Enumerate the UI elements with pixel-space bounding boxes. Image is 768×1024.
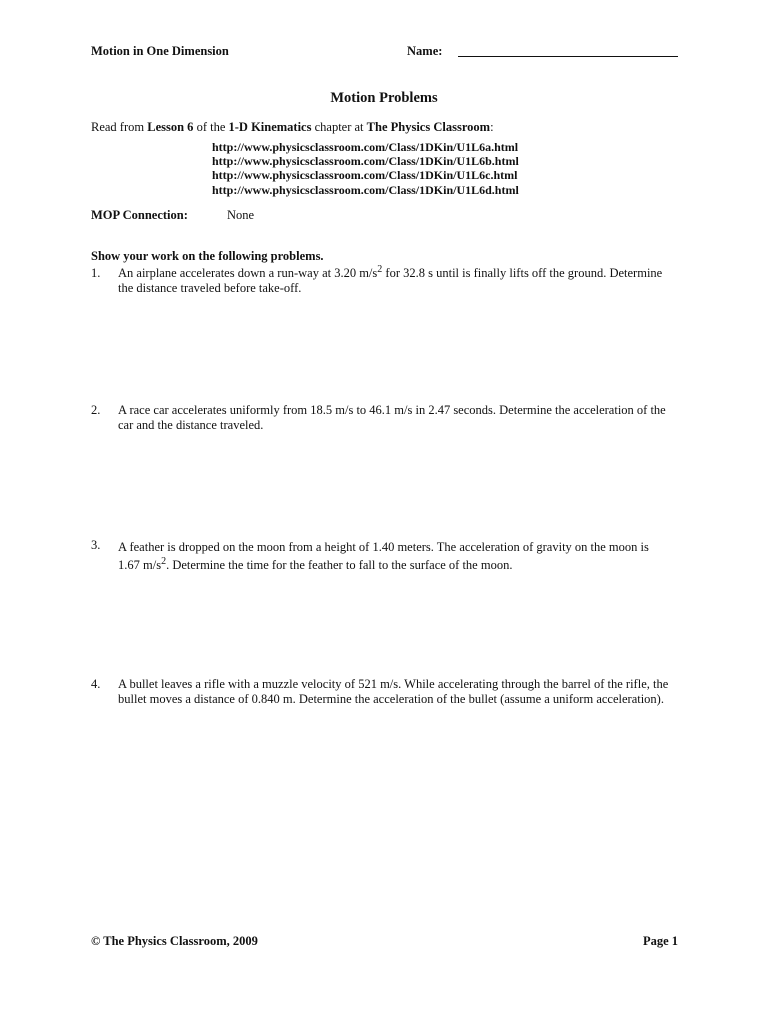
page-number: Page 1 (642, 934, 678, 948)
problem-number: 1. (91, 266, 101, 280)
lesson-name: Lesson 6 (147, 120, 194, 134)
problem-text-part: An airplane accelerates down a run-way at 3.20 m/s (118, 266, 378, 280)
problem-3 (91, 538, 671, 574)
reading-instruction (91, 120, 494, 135)
problem-4 (91, 677, 671, 706)
problem-text (118, 266, 671, 295)
problem-text (118, 538, 671, 574)
name-blank-line[interactable] (458, 56, 678, 57)
mop-connection-label: MOP Connection: (91, 208, 188, 222)
problem-number: 3. (91, 538, 101, 552)
lesson-link[interactable]: http://www.physicsclassroom.com/Class/1DKin/U1L6c.html (212, 168, 518, 183)
problem-text: A bullet leaves a rifle with a muzzle velocity of 521 m/s. While accelerating through the barrel of the rifle, the bullet moves a distance of 0.840 m. Determine the acceleration of the bullet (assume a uniform acceleration). (118, 677, 669, 706)
exponent: 2 (161, 556, 167, 567)
page-title: Motion Problems (330, 90, 438, 106)
problem-text: A race car accelerates uniformly from 18.5 m/s to 46.1 m/s in 2.47 seconds. Determine the acceleration of the car and the distance traveled. (118, 403, 666, 432)
lesson-link[interactable]: http://www.physicsclassroom.com/Class/1DKin/U1L6d.html (212, 182, 519, 197)
read-post: : (490, 120, 494, 134)
chapter-name: 1-D Kinematics (228, 120, 312, 134)
problem-number: 2. (91, 403, 101, 417)
mop-connection-value: None (227, 208, 255, 222)
problem-text-part: . Determine the time for the feather to fall to the surface of the moon. (166, 558, 513, 572)
lesson-links (212, 140, 519, 197)
copyright: © The Physics Classroom, 2009 (91, 934, 258, 948)
read-pre: Read from (91, 120, 148, 134)
lesson-link[interactable]: http://www.physicsclassroom.com/Class/1DKin/U1L6b.html (212, 154, 519, 169)
work-instructions: Show your work on the following problems. (91, 249, 324, 263)
problem-text-part: A feather is dropped on the moon from a height of 1.40 meters. The acceleration of gravity on the moon is 1.67 m/s (118, 540, 649, 572)
read-mid1: of the (193, 120, 229, 134)
lesson-link[interactable]: http://www.physicsclassroom.com/Class/1DKin/U1L6a.html (212, 140, 519, 154)
exponent: 2 (377, 264, 383, 275)
chapter-heading: Motion in One Dimension (91, 44, 229, 58)
site-name: The Physics Classroom (366, 120, 491, 134)
read-mid2: chapter at (311, 120, 367, 134)
problem-text-part: for 32.8 s until is finally lifts off the ground. Determine the distance traveled before take-off. (118, 266, 663, 295)
name-label: Name: (407, 44, 443, 58)
problem-2 (91, 403, 671, 432)
problem-number: 4. (91, 677, 101, 691)
problem-1 (91, 266, 671, 295)
